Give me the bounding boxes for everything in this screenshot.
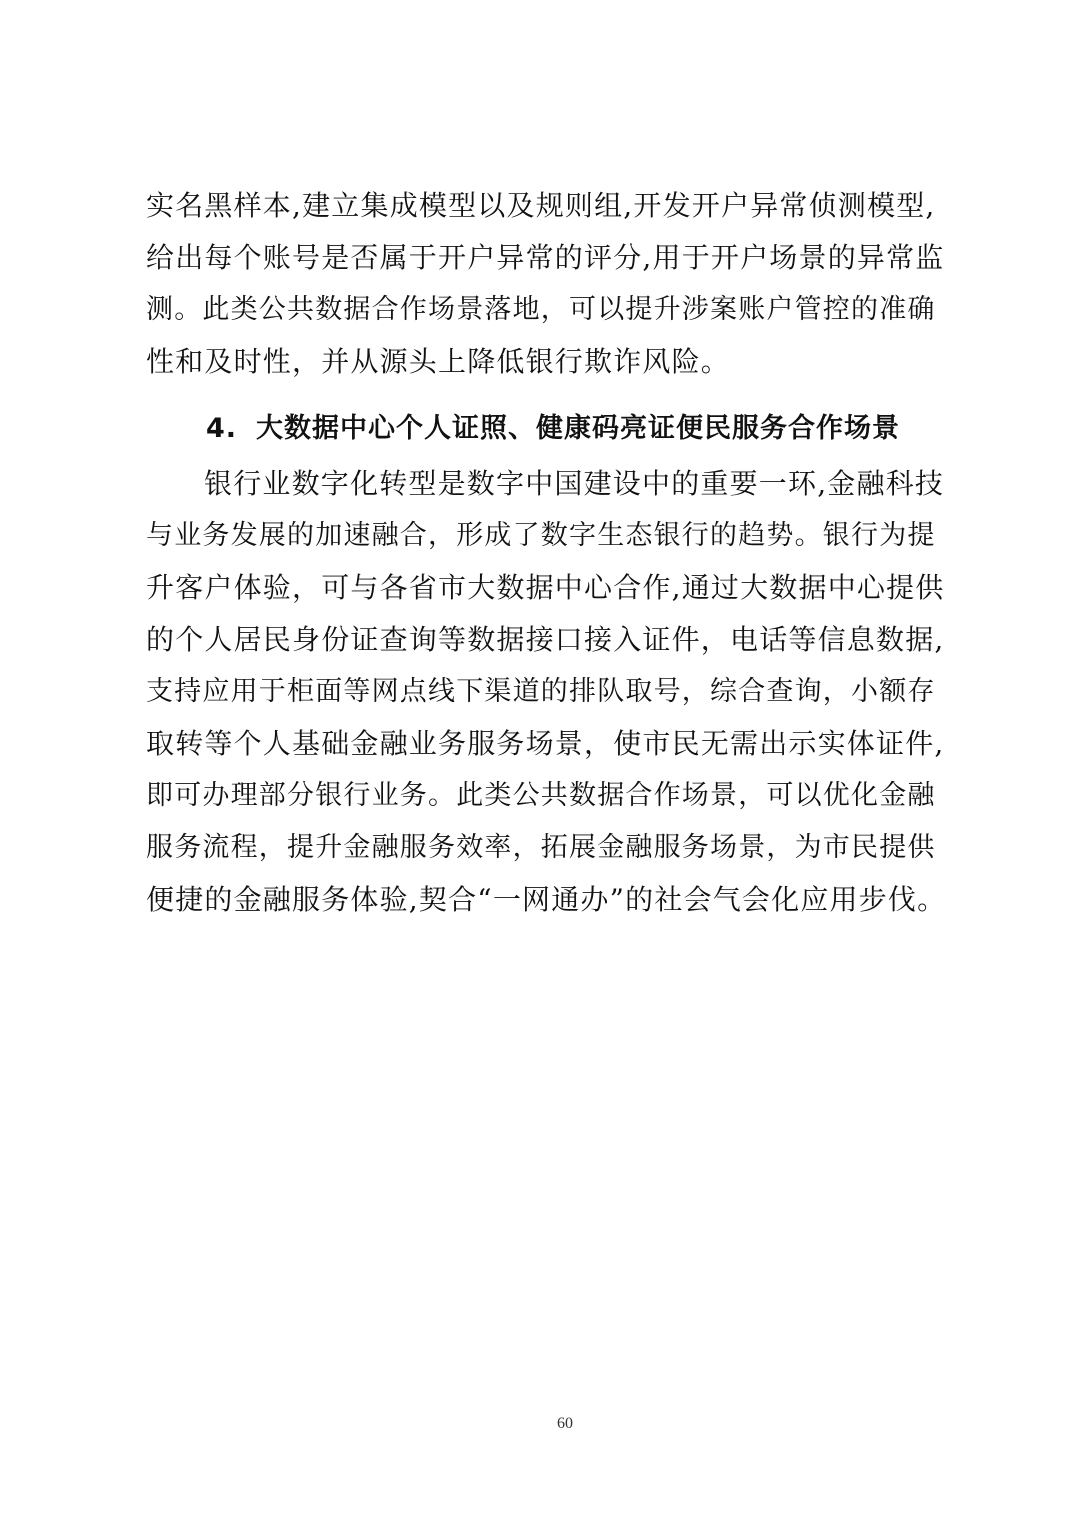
paragraph-line: 测。此类公共数据合作场景落地，可以提升涉案账户管控的准确 (146, 294, 936, 325)
paragraph-line: 支持应用于柜面等网点线下渠道的排队取号，综合查询，小额存 (146, 676, 936, 707)
page-number: 60 (557, 1415, 573, 1432)
section-heading (146, 403, 946, 455)
section-title: 大数据中心个人证照、健康码亮证便民服务合作场景 (256, 413, 900, 444)
continued-paragraph (146, 180, 946, 388)
paragraph-line: 即可办理部分银行业务。此类公共数据合作场景，可以优化金融 (146, 780, 936, 811)
paragraph-line: 的个人居民身份证查询等数据接口接入证件，电话等信息数据, (146, 623, 945, 656)
paragraph-line: 升客户体验，可与各省市大数据中心合作,通过大数据中心提供 (146, 571, 945, 604)
paragraph-line: 银行业数字化转型是数字中国建设中的重要一环,金融科技 (204, 467, 945, 500)
paragraph-line: 与业务发展的加速融合，形成了数字生态银行的趋势。银行为提 (146, 520, 936, 551)
section-number: 4. (206, 413, 238, 444)
main-paragraph (146, 458, 946, 926)
paragraph-line: 实名黑样本,建立集成模型以及规则组,开发开户异常侦测模型, (146, 189, 936, 222)
paragraph-line: 便捷的金融服务体验,契合“一网通办”的社会气会化应用步伐。 (146, 883, 947, 916)
paragraph-line: 给出每个账号是否属于开户异常的评分,用于开户场景的异常监 (146, 241, 945, 274)
paragraph-line: 服务流程，提升金融服务效率，拓展金融服务场景，为市民提供 (146, 832, 936, 863)
paragraph-line: 取转等个人基础金融业务服务场景，使市民无需出示实体证件, (146, 727, 945, 760)
paragraph-line: 性和及时性，并从源头上降低银行欺诈风险。 (146, 345, 731, 378)
